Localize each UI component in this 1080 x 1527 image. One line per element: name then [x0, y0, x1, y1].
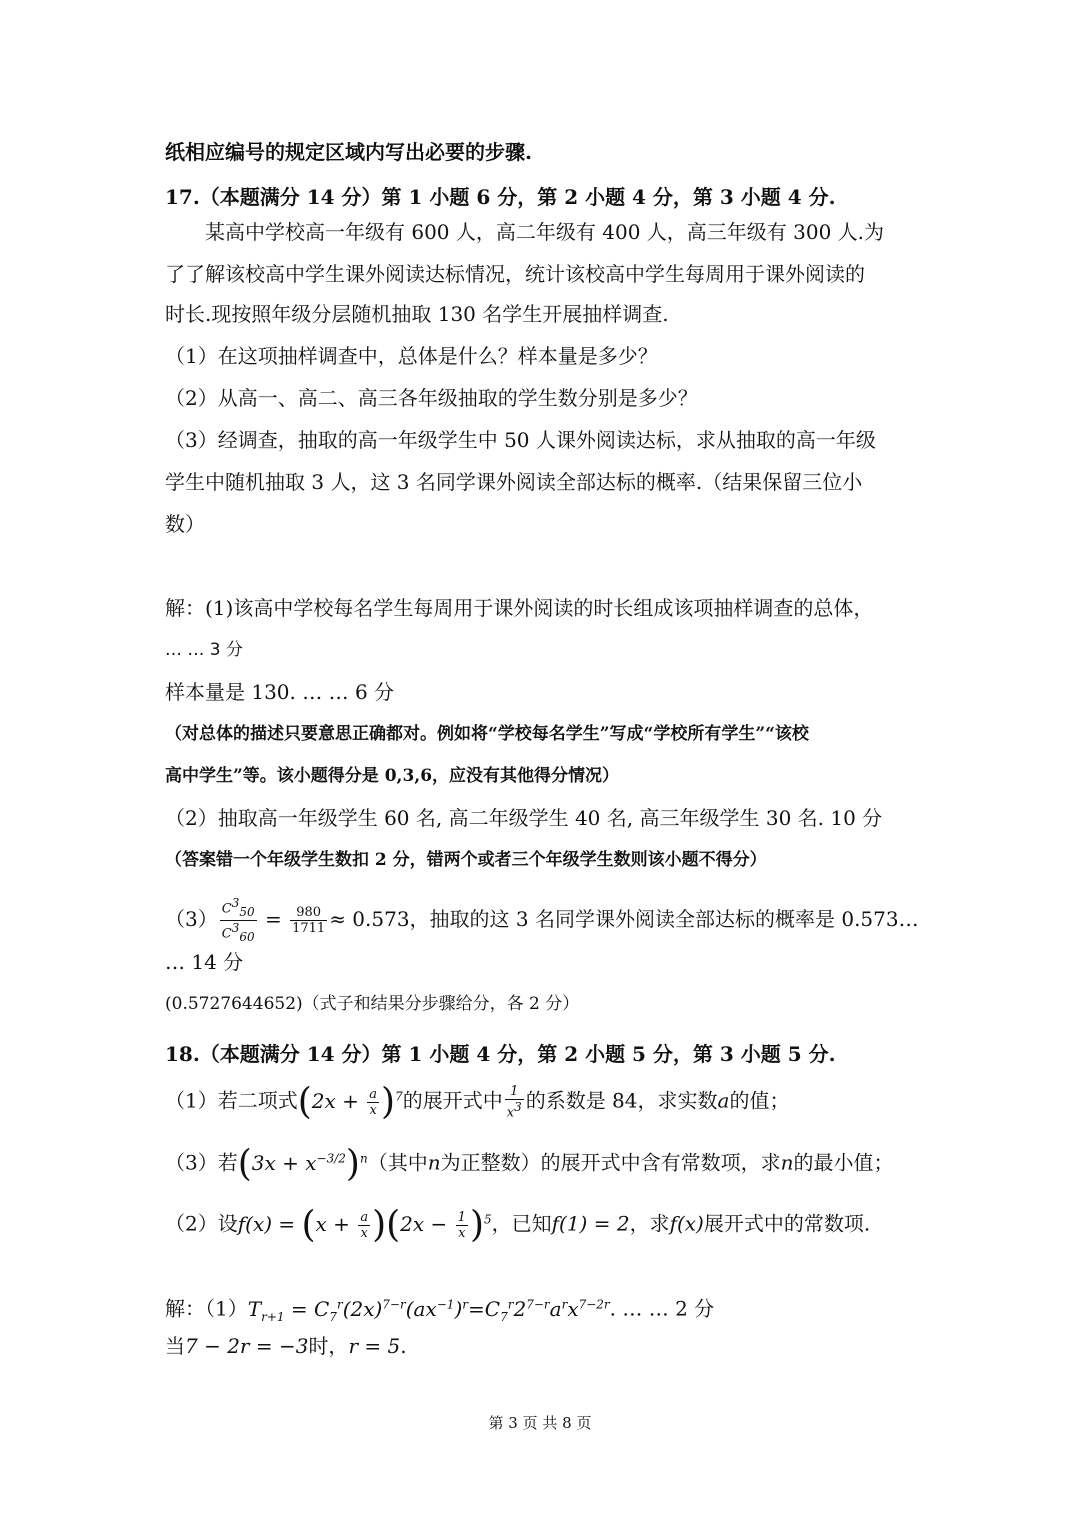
q17-sol-3-tail: ≈ 0.573，抽取的这 3 名同学课外阅读全部达标的概率是 0.573… — [329, 906, 919, 931]
general-term-formula: $T_{r+1} = C_7^r(2x)^{7-r}(ax^{-1})^r=C_7^r2^{7-r}a^rx^{7-2r}$ — [247, 1296, 610, 1324]
value-fraction — [290, 905, 327, 936]
q17-part-3c: 数） — [165, 512, 205, 536]
q17-stem-2: 了了解该校高中学生课外阅读达标情况，统计该校高中学生每周用于课外阅读的 — [165, 262, 865, 286]
q17-stem-1: 某高中学校高一年级有 600 人，高二年级有 400 人，高三年级有 300 人.为 — [205, 220, 885, 244]
reciprocal-x-cubed: $\frac{1}{x^3}$ — [506, 1083, 522, 1121]
q18-part-2: （2）设f(x) = (x + $\frac{a}{x}$ )(2x − $\frac{1}{x}$ )$^5$，已知f(1) = 2，求f(x)展开式中的常数项. — [165, 1204, 871, 1246]
q17-part-2: （2）从高一、高二、高三各年级抽取的学生数分别是多少？ — [165, 386, 698, 410]
q17-note-1a: （对总体的描述只要意思正确都对。例如将“学校每名学生”写成“学校所有学生”“该校 — [165, 724, 809, 744]
q18-part-3: （3）若$(3x + x^{-3/2})^n$（其中n为正整数）的展开式中含有常数项，求n的最小值； — [165, 1143, 894, 1185]
q17-part-1: （1）在这项抽样调查中，总体是什么？样本量是多少？ — [165, 344, 658, 368]
q18-header: 18.（本题满分 14 分）第 1 小题 4 分，第 2 小题 5 分，第 3 小题 5 分. — [165, 1042, 836, 1066]
combination-fraction: $\frac{C^3_{50}}{C^3_{60}}$ — [221, 896, 255, 944]
fraction-denominator: 1711 — [292, 920, 326, 936]
q17-sol-1a: 解：(1)该高中学校每名学生每周用于课外阅读的时长组成该项抽样调查的总体， — [165, 596, 874, 620]
q17-sol-2: （2）抽取高一年级学生 60 名, 高二年级学生 40 名, 高三年级学生 30 名. 10 分 — [165, 806, 883, 830]
page-footer: 第 3 页 共 8 页 — [488, 1414, 592, 1432]
q17-note-2: （答案错一个年级学生数扣 2 分，错两个或者三个年级学生数则该小题不得分） — [165, 850, 767, 870]
binomial-expression-3: $(3x + x^{-3/2})^n$ — [237, 1143, 368, 1185]
q17-sol-3 — [165, 896, 919, 945]
function-definition: f(x) = (x + $\frac{a}{x}$ )(2x − $\frac{1}{x}$ )$^5$ — [237, 1204, 492, 1246]
q17-sol-3-label: （3） — [165, 906, 218, 931]
q17-sol-1c: 样本量是 130. … … 6 分 — [165, 680, 395, 704]
binomial-expression-1: (2x + $\frac{a}{x}$ )$^7$ — [297, 1081, 403, 1123]
q17-sol-1b: … … 3 分 — [165, 640, 244, 660]
q17-part-3b: 学生中随机抽取 3 人，这 3 名同学课外阅读全部达标的概率.（结果保留三位小 — [165, 470, 863, 494]
q17-stem-3: 时长.现按照年级分层随机抽取 130 名学生开展抽样调查. — [165, 302, 669, 326]
q18-part-1: （1）若二项式(2x + $\frac{a}{x}$ )$^7$的展开式中 $\frac{1}{x^3}$ 的系数是 84，求实数a的值； — [165, 1081, 790, 1123]
equals-sign: = — [258, 906, 289, 931]
q17-note-1b: 高中学生”等。该小题得分是 0,3,6，应没有其他得分情况） — [165, 766, 620, 786]
intro-line: 纸相应编号的规定区域内写出必要的步骤. — [165, 140, 532, 164]
q17-sol-3b: … 14 分 — [165, 950, 244, 974]
q18-sol-1: 解：$(1)T_{r+1} = C_7^r(2x)^{7-r}(ax^{-1})^r=C_7^r2^{7-r}a^rx^{7-2r}$. … … 2 分 — [165, 1296, 715, 1324]
q17-part-3a: （3）经调查，抽取的高一年级学生中 50 人课外阅读达标，求从抽取的高一年级 — [165, 428, 876, 452]
q17-header: 17.（本题满分 14 分）第 1 小题 6 分，第 2 小题 4 分，第 3 小题 4 分. — [165, 185, 836, 209]
q18-sol-2: 当7 − 2r = −3时，r = 5. — [165, 1334, 407, 1358]
fraction-numerator: 980 — [290, 905, 327, 921]
q17-note-3: (0.5727644652)（式子和结果分步骤给分，各 2 分） — [165, 994, 580, 1014]
